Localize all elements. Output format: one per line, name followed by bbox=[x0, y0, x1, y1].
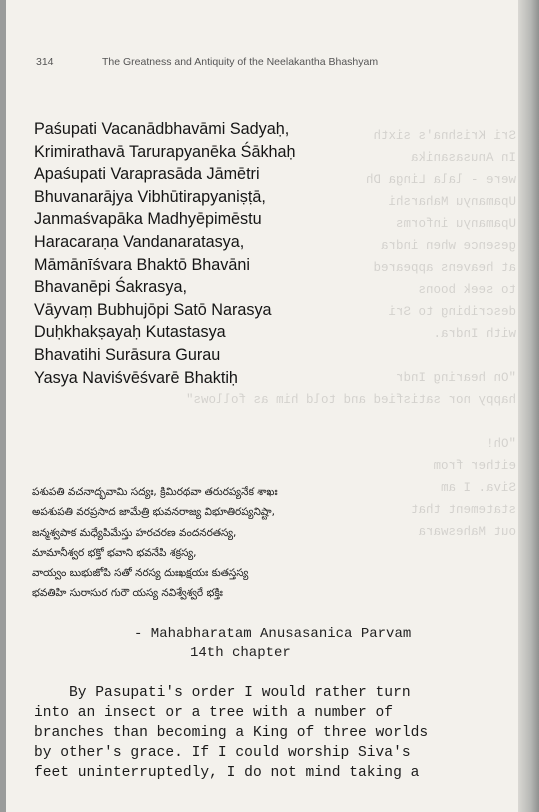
transliterated-verse bbox=[34, 118, 454, 389]
page-edge-shadow bbox=[518, 0, 539, 812]
bleed-through-text: Sri Krishna's sixth In Anusasanika were - lala Linga Dh Upamanyu Maharshi Upamanyu informs gesence when indra at heavens appeared to seek boons describing to Sri with Indra. "On hearing Indr happy nor satisfied and told him as follows" "Oh! either from Siva. I am statement that out Maheswara bbox=[185, 129, 516, 539]
telugu-line: పశుపతి వచనాద్భవామి సద్యః, క్రిమిరథవా తరురప్యనేక శాఖః bbox=[32, 486, 278, 498]
telugu-line: మామానీశ్వర భక్తో భవాని భవనేపి శక్రస్య, bbox=[32, 546, 197, 559]
telugu-line: అపశుపతి వరప్రసాద జామేత్రి భువనరాజ్య విభూతిరప్యనిష్టా, bbox=[32, 506, 275, 519]
verse-line: Duḥkhakṣayaḥ Kutastasya bbox=[34, 323, 226, 342]
verse-line: Janmaśvapāka Madhyēpimēstu bbox=[34, 210, 262, 229]
book-page bbox=[6, 0, 518, 812]
citation-line: - Mahabharatam Anusasanica Parvam bbox=[134, 626, 412, 642]
paragraph-line: By Pasupati's order I would rather turn bbox=[34, 685, 411, 701]
telugu-line: జన్మశ్వపాక మధ్యేపిమేస్తు హరచరణ వందనరతస్య, bbox=[32, 526, 237, 539]
translation-paragraph bbox=[34, 683, 494, 783]
verse-line: Bhavanēpi Śakrasya, bbox=[34, 278, 187, 297]
verse-line: Bhavatihi Surāsura Gurau bbox=[34, 345, 221, 364]
verse-line: Apaśupati Varaprasāda Jāmētri bbox=[34, 165, 260, 184]
telugu-line: వాయ్వం బుభుజోపి సతో నరస్య దుఃఖక్షయః కుతస్తస్య bbox=[32, 567, 249, 580]
source-citation bbox=[134, 625, 494, 663]
page-number: 314 bbox=[36, 56, 54, 68]
paragraph-line: into an insect or a tree with a number of bbox=[34, 705, 394, 721]
verse-line: Haracaraṇa Vandanaratasya, bbox=[34, 232, 245, 251]
paragraph-line: by other's grace. If I could worship Siva's bbox=[34, 745, 411, 761]
telugu-verse bbox=[32, 482, 502, 604]
verse-line: Bhuvanarājya Vibhūtirapyaniṣṭā, bbox=[34, 187, 266, 206]
citation-chapter: 14th chapter bbox=[190, 645, 291, 661]
paragraph-line: feet uninterruptedly, I do not mind taking a bbox=[34, 765, 420, 781]
verse-line: Paśupati Vacanādbhavāmi Sadyaḥ, bbox=[34, 120, 290, 138]
verse-line: Vāyvaṃ Bubhujōpi Satō Narasya bbox=[34, 300, 272, 319]
paragraph-line: branches than becoming a King of three worlds bbox=[34, 725, 429, 741]
verse-line: Māmānīśvara Bhaktō Bhavāni bbox=[34, 255, 250, 274]
telugu-line: భవతిహి సురాసుర గురౌ యస్య నవిశ్వేశ్వరే భక్తిః bbox=[32, 587, 223, 600]
verse-line: Krimirathavā Tarurapyanēka Śākhaḥ bbox=[34, 142, 296, 161]
verse-line: Yasya Naviśvēśvarē Bhaktiḥ bbox=[34, 368, 238, 387]
running-title: The Greatness and Antiquity of the Neelakantha Bhashyam bbox=[102, 56, 379, 68]
